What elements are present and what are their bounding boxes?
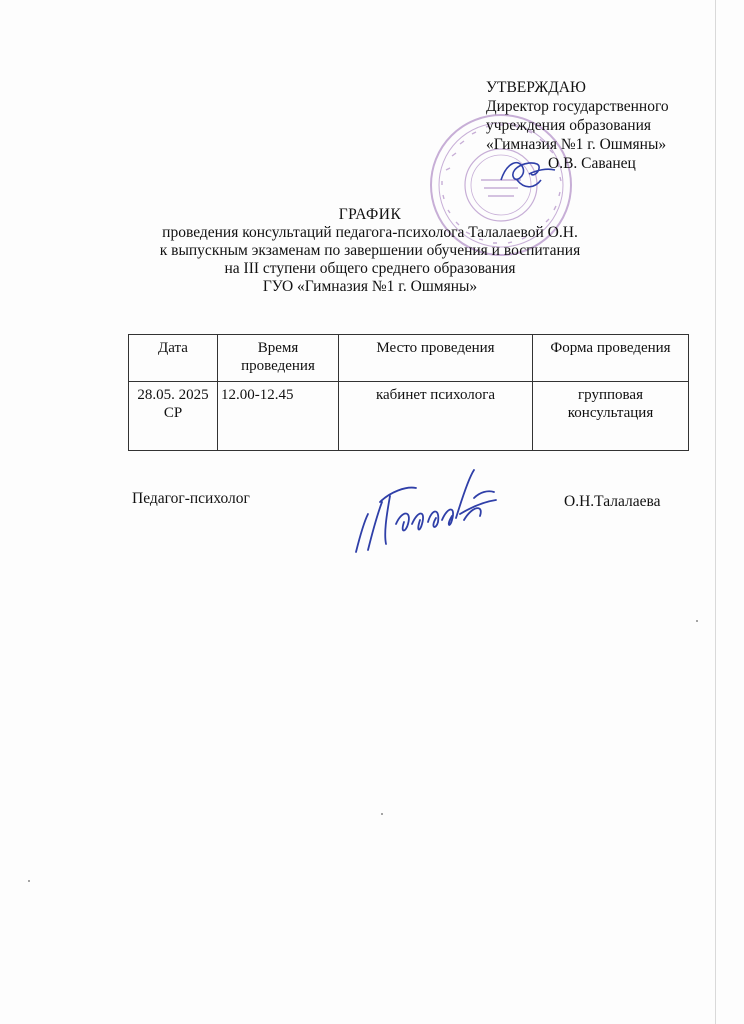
cell-place: кабинет психолога	[339, 382, 533, 451]
title-line-3: на III ступени общего среднего образования	[224, 260, 516, 277]
approval-position-line1: Директор государственного	[486, 98, 669, 115]
header-time: Время проведения	[218, 335, 339, 382]
table-row	[129, 382, 689, 451]
document-title: ГРАФИК	[338, 206, 402, 223]
approval-block	[486, 78, 736, 173]
approval-heading: УТВЕРЖДАЮ	[486, 79, 586, 96]
footer-role: Педагог-психолог	[132, 490, 250, 507]
cell-date: 28.05. 2025 СР	[129, 382, 218, 451]
footer-name: О.Н.Талалаева	[564, 493, 661, 510]
schedule-table	[128, 334, 689, 451]
title-line-4: ГУО «Гимназия №1 г. Ошмяны»	[262, 278, 478, 295]
approval-signature-line	[486, 154, 736, 173]
cell-time: 12.00-12.45	[218, 382, 339, 451]
approval-signer: О.В. Саванец	[548, 155, 636, 172]
title-line-2: к выпускным экзаменам по завершении обучения и воспитания	[159, 242, 581, 259]
psychologist-signature	[346, 462, 511, 562]
title-line-1: проведения консультаций педагога-психолога Талалаевой О.Н.	[162, 224, 578, 241]
scan-speck	[28, 880, 30, 882]
scan-speck	[696, 620, 698, 622]
header-form: Форма проведения	[533, 335, 689, 382]
approval-position-line2: учреждения образования	[486, 117, 652, 134]
cell-form: групповая консультация	[533, 382, 689, 451]
scan-speck	[381, 813, 383, 815]
header-place: Место проведения	[339, 335, 533, 382]
document-title-block	[100, 206, 640, 296]
header-date: Дата	[129, 335, 218, 382]
table-header-row	[129, 335, 689, 382]
approval-position-line3: «Гимназия №1 г. Ошмяны»	[486, 136, 667, 153]
